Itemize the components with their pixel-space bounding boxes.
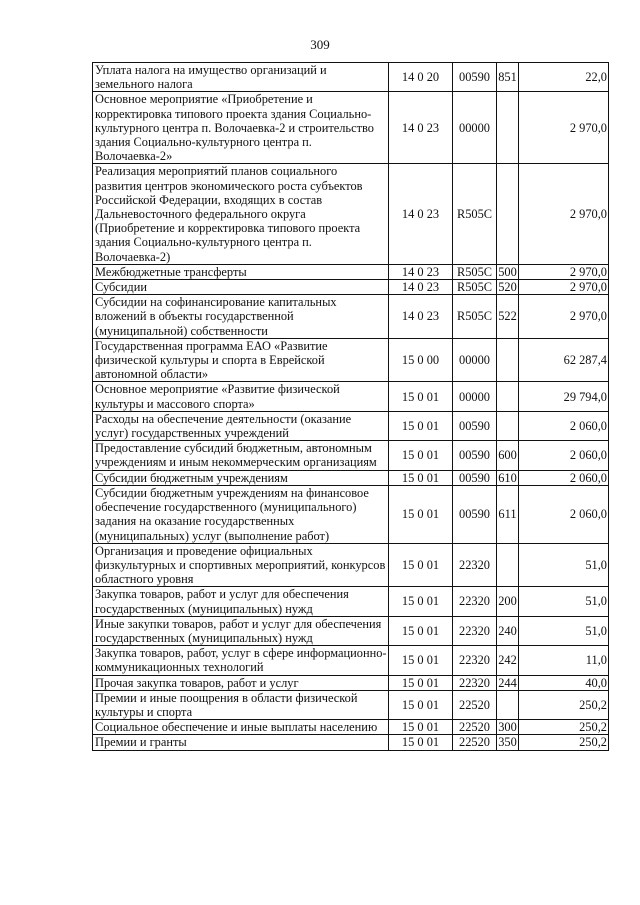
row-target-code: 22520 [453,720,497,735]
row-target-code: R505C [453,264,497,279]
row-target-code: 22320 [453,646,497,675]
row-section-code: 15 0 01 [389,720,453,735]
row-amount: 51,0 [519,587,609,616]
table-row [93,587,609,616]
row-target-code: 22320 [453,616,497,645]
row-section-code: 15 0 01 [389,587,453,616]
row-name: Закупка товаров, работ, услуг в сфере информационно-коммуникационных технологий [93,646,389,675]
row-amount: 2 970,0 [519,92,609,164]
row-section-code: 15 0 01 [389,616,453,645]
row-section-code: 15 0 01 [389,382,453,411]
row-section-code: 14 0 23 [389,264,453,279]
row-section-code: 14 0 23 [389,92,453,164]
row-name: Субсидии бюджетным учреждениям [93,470,389,485]
row-name: Иные закупки товаров, работ и услуг для обеспечения государственных (муниципальных) нужд [93,616,389,645]
table-row [93,616,609,645]
row-amount: 2 970,0 [519,164,609,264]
row-section-code: 15 0 01 [389,735,453,750]
row-expense-type: 851 [497,63,519,92]
row-target-code: 00000 [453,338,497,382]
row-amount: 2 970,0 [519,295,609,339]
row-section-code: 15 0 01 [389,485,453,543]
row-expense-type: 242 [497,646,519,675]
row-expense-type [497,92,519,164]
row-section-code: 14 0 23 [389,280,453,295]
row-expense-type: 350 [498,735,517,750]
row-amount: 2 060,0 [519,411,609,440]
table-row [93,92,609,164]
row-name: Организация и проведение официальных физкультурных и спортивных мероприятий, конкурсов областного уровня [93,543,389,587]
row-expense-type: 200 [497,587,519,616]
row-expense-type: 610 [498,470,517,485]
row-name: Уплата налога на имущество организаций и земельного налога [93,63,389,92]
row-expense-type: 520 [498,280,517,295]
row-target-code: 22520 [453,735,497,750]
table-row [93,543,609,587]
row-expense-type: 522 [497,295,519,339]
page-number: 309 [310,37,330,52]
row-name: Основное мероприятие «Приобретение и корректировка типового проекта здания Социально-культурного центра п. Волочаевка-2 и строительство здания Социально-культурного центра п. Волочаевка-2» [93,92,389,164]
row-expense-type [497,338,519,382]
row-target-code: 22320 [453,587,497,616]
table-row [93,63,609,92]
row-amount: 40,0 [519,675,609,690]
table-row [93,164,609,264]
row-amount: 11,0 [519,646,609,675]
row-expense-type [497,382,519,411]
row-section-code: 14 0 23 [389,164,453,264]
row-target-code: 00590 [453,485,497,543]
row-name: Расходы на обеспечение деятельности (оказание услуг) государственных учреждений [93,411,389,440]
row-target-code: 00590 [453,441,497,470]
row-section-code: 14 0 20 [389,63,453,92]
row-amount: 29 794,0 [519,382,609,411]
row-section-code: 15 0 01 [389,441,453,470]
row-amount: 2 060,0 [519,485,609,543]
row-section-code: 15 0 01 [389,675,453,690]
row-amount: 2 970,0 [519,280,609,295]
row-name: Субсидии [93,280,389,295]
row-amount: 2 060,0 [519,441,609,470]
row-name: Межбюджетные трансферты [93,264,389,279]
row-name: Государственная программа ЕАО «Развитие физической культуры и спорта в Еврейской автономной области» [93,338,389,382]
row-section-code: 15 0 01 [389,470,453,485]
row-amount: 51,0 [519,543,609,587]
budget-table [92,62,609,751]
row-target-code: 22520 [453,690,497,719]
row-expense-type: 500 [498,264,517,279]
row-expense-type: 244 [498,675,517,690]
row-target-code: R505C [453,164,497,264]
row-name: Субсидии бюджетным учреждениям на финансовое обеспечение государственного (муниципального) задания на оказание государственных (муниципальных) услуг (выполнение работ) [93,485,389,543]
row-name: Закупка товаров, работ и услуг для обеспечения государственных (муниципальных) нужд [93,587,389,616]
row-name: Премии и гранты [93,735,389,750]
row-name: Предоставление субсидий бюджетным, автономным учреждениям и иным некоммерческим организациям [93,441,389,470]
row-expense-type: 611 [497,485,519,543]
row-amount: 22,0 [519,63,609,92]
row-target-code: 00590 [453,470,497,485]
row-amount: 250,2 [519,720,609,735]
row-name: Прочая закупка товаров, работ и услуг [93,675,389,690]
row-target-code: 22320 [453,675,497,690]
table-row [93,720,609,735]
table-row [93,675,609,690]
table-row [93,382,609,411]
row-target-code: R505C [453,280,497,295]
row-amount: 2 060,0 [519,470,609,485]
row-name: Реализация мероприятий планов социального развития центров экономического роста субъектов Российской Федерации, входящих в состав Дальневосточного федерального округа (Приобретение и корректировка типового проекта здания Социально-культурного центра п. Волочаевка-2) [93,164,389,264]
row-section-code: 14 0 23 [389,295,453,339]
row-name: Основное мероприятие «Развитие физической культуры и массового спорта» [93,382,389,411]
table-row [93,280,609,295]
row-expense-type: 600 [497,441,519,470]
table-row [93,470,609,485]
row-target-code: 22320 [453,543,497,587]
row-expense-type [497,164,519,264]
row-section-code: 15 0 01 [389,690,453,719]
row-target-code: 00590 [453,411,497,440]
row-section-code: 15 0 01 [389,411,453,440]
budget-table-body [93,63,609,751]
table-row [93,690,609,719]
row-amount: 2 970,0 [519,264,609,279]
row-amount: 62 287,4 [519,338,609,382]
row-expense-type: 300 [498,720,517,735]
row-expense-type: 240 [497,616,519,645]
table-row [93,441,609,470]
row-section-code: 15 0 01 [389,543,453,587]
row-target-code: 00000 [453,382,497,411]
row-target-code: 00590 [453,63,497,92]
row-name: Социальное обеспечение и иные выплаты населению [93,720,389,735]
row-amount: 250,2 [519,735,609,750]
row-name: Субсидии на софинансирование капитальных вложений в объекты государственной (муниципальной) собственности [93,295,389,339]
table-row [93,646,609,675]
table-row [93,295,609,339]
row-expense-type [497,690,519,719]
row-expense-type [497,411,519,440]
table-row [93,411,609,440]
row-amount: 51,0 [519,616,609,645]
row-target-code: 00000 [453,92,497,164]
table-row [93,485,609,543]
row-section-code: 15 0 00 [389,338,453,382]
table-row [93,264,609,279]
row-section-code: 15 0 01 [389,646,453,675]
row-target-code: R505C [453,295,497,339]
row-amount: 250,2 [519,690,609,719]
row-expense-type [497,543,519,587]
table-row [93,735,609,750]
table-row [93,338,609,382]
row-name: Премии и иные поощрения в области физической культуры и спорта [93,690,389,719]
